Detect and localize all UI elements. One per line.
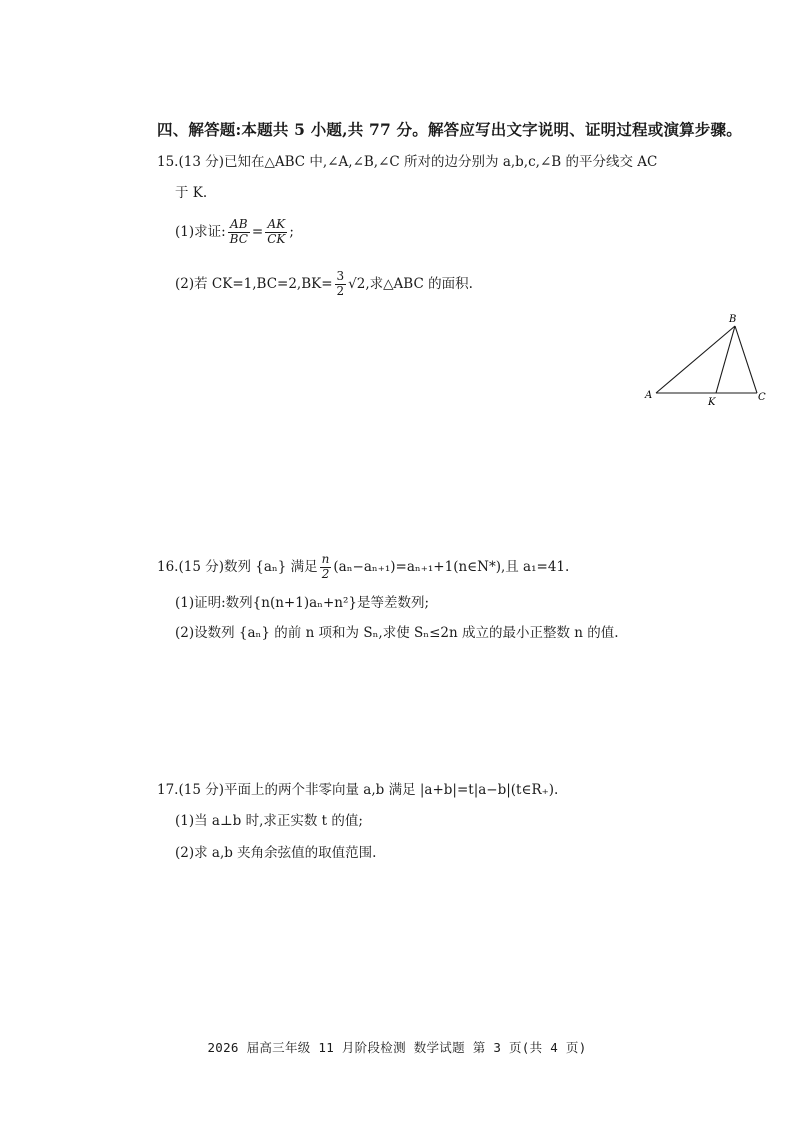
equals-sign: =	[251, 223, 264, 240]
fraction-ak-ck	[265, 218, 287, 247]
q16-score: (15 分)	[178, 558, 224, 575]
fraction-numerator: 3	[336, 269, 345, 283]
fraction-denominator: 2	[336, 283, 345, 298]
q17-number: 17.	[157, 782, 179, 798]
fraction-numerator: n	[321, 552, 330, 566]
q15-number: 15.	[157, 154, 179, 170]
label-a: A	[645, 390, 653, 401]
fraction-numerator: AB	[230, 217, 248, 231]
q16-part1: (1)证明:数列{n(n+1)aₙ+n²}是等差数列;	[175, 595, 430, 611]
bisector-bk	[716, 326, 735, 393]
q15-score: (13 分)	[178, 154, 224, 170]
sqrt-two: √2	[348, 275, 366, 292]
q15-part1	[175, 218, 294, 247]
q16-stem-text-a: 数列 {aₙ} 满足	[224, 558, 318, 575]
q15-part1-label: (1)求证:	[175, 223, 226, 240]
q15-stem-text: 已知在△ABC 中,∠A,∠B,∠C 所对的边分别为 a,b,c,∠B 的平分线交 AC	[224, 154, 658, 170]
q16-stem-text-b: (aₙ−aₙ₊₁)=aₙ₊₁+1(n∈N*),且 a₁=41.	[333, 558, 570, 575]
q15-stem-line2: 于 K.	[175, 185, 208, 201]
fraction-numerator: AK	[267, 217, 286, 231]
q16-part2: (2)设数列 {aₙ} 的前 n 项和为 Sₙ,求使 Sₙ≤2n 成立的最小正整数 n 的值.	[175, 625, 619, 641]
section-heading: 四、解答题:本题共 5 小题,共 77 分。解答应写出文字说明、证明过程或演算步骤。	[157, 120, 742, 139]
label-k: K	[708, 397, 716, 408]
fraction-ab-bc	[228, 218, 250, 247]
fraction-denominator: 2	[321, 566, 330, 581]
q17-score: (15 分)	[178, 782, 224, 798]
q17-part1: (1)当 a⊥b 时,求正实数 t 的值;	[175, 813, 363, 829]
fraction-3-2	[335, 270, 347, 299]
q15-part2-text-a: (2)若 CK=1,BC=2,BK=	[175, 275, 333, 292]
q15-part2	[175, 270, 473, 299]
fraction-denominator: CK	[267, 231, 286, 246]
fraction-denominator: BC	[229, 231, 248, 246]
label-b: B	[729, 314, 737, 325]
semicolon: ;	[289, 223, 294, 240]
q16-stem	[157, 553, 569, 582]
page-footer: 2026 届高三年级 11 月阶段检测 数学试题 第 3 页(共 4 页)	[207, 1040, 587, 1055]
q16-number: 16.	[157, 558, 179, 575]
fraction-n-2	[320, 553, 332, 582]
triangle-figure	[640, 310, 770, 410]
q17-part2: (2)求 a,b 夹角余弦值的取值范围.	[175, 845, 377, 861]
side-bc	[735, 326, 757, 393]
q15-stem-line1	[157, 156, 657, 170]
q17-stem-line	[157, 784, 558, 798]
side-ab	[656, 326, 735, 393]
label-c: C	[758, 392, 766, 403]
q17-stem-text: 平面上的两个非零向量 a,b 满足 |a+b|=t|a−b|(t∈R₊).	[224, 782, 559, 798]
q15-part2-text-b: ,求△ABC 的面积.	[365, 275, 473, 292]
